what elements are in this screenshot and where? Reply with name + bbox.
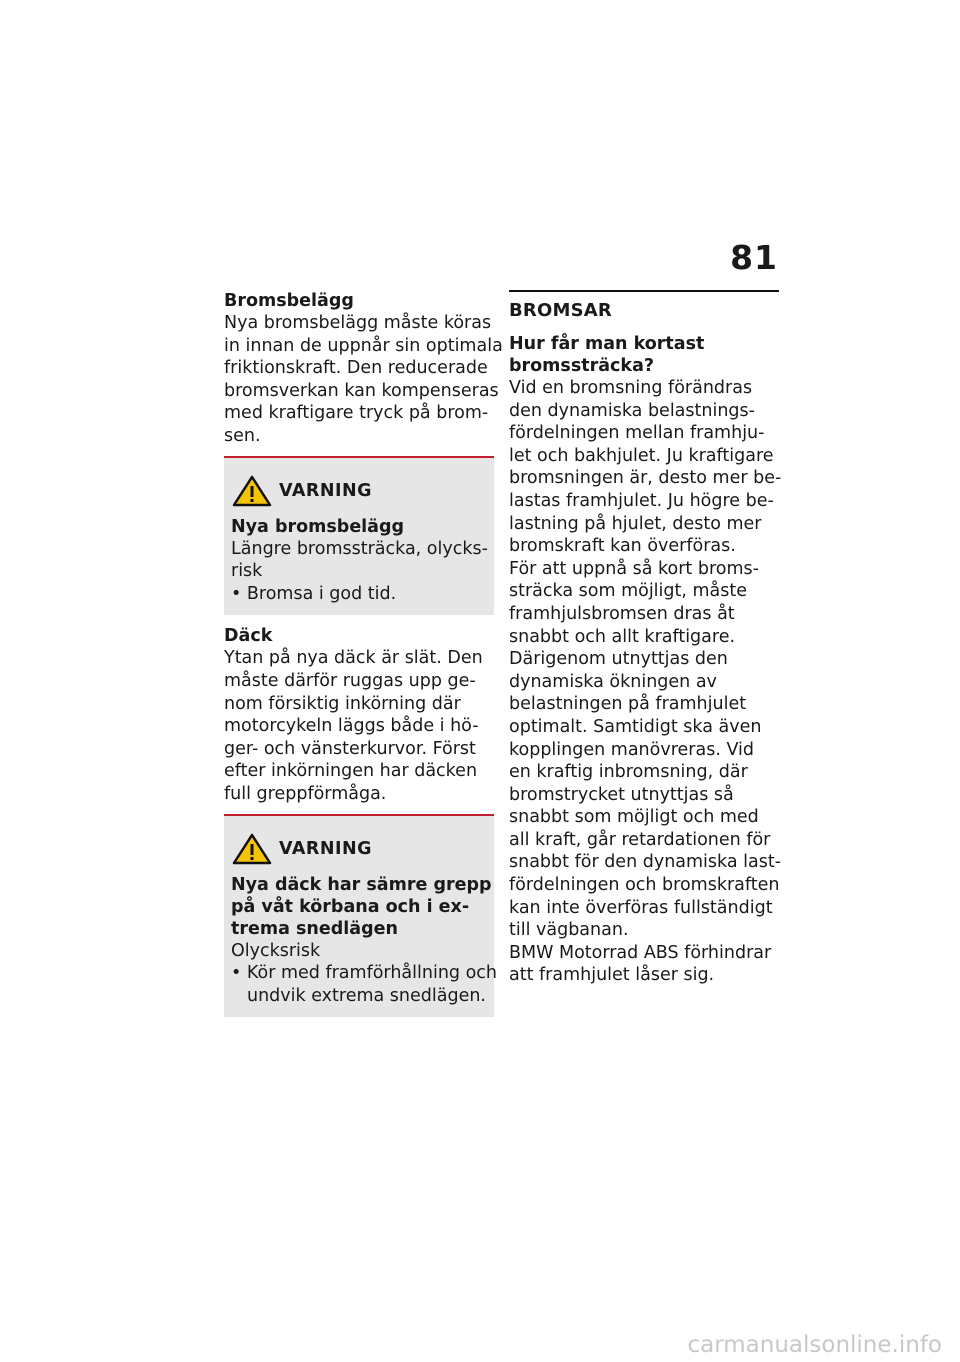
warning-text xyxy=(231,940,497,1008)
text-line: optimalt. Samtidigt ska även xyxy=(509,716,762,737)
text-line: en kraftig inbromsning, där xyxy=(509,762,748,783)
text-line: att framhjulet låser sig. xyxy=(509,965,715,986)
warning-bullet-continuation: undvik extrema snedlägen. xyxy=(247,985,486,1006)
text-line: måste därför ruggas upp ge- xyxy=(224,670,476,691)
tires-heading: Däck xyxy=(224,626,273,647)
heading-line: bromssträcka? xyxy=(509,356,655,376)
warning-text xyxy=(231,538,488,606)
text-line: För att uppnå så kort broms- xyxy=(509,558,759,579)
text-line: Längre bromssträcka, olycks- xyxy=(231,538,488,559)
brake-pads-text xyxy=(224,312,503,448)
heading-line: trema snedlägen xyxy=(231,918,398,939)
warning-triangle-icon xyxy=(231,832,273,866)
text-line: BMW Motorrad ABS förhindrar xyxy=(509,942,772,963)
warning-triangle-icon xyxy=(231,474,273,508)
text-line: bromstrycket utnyttjas så xyxy=(509,784,734,805)
warning-box-brake-pads xyxy=(224,456,494,616)
warning-label: VARNING xyxy=(279,480,373,501)
text-line: nom försiktig inkörning där xyxy=(224,693,461,714)
tires-text xyxy=(224,647,494,805)
warning-label: VARNING xyxy=(279,838,373,859)
text-line: dynamiska ökningen av xyxy=(509,671,717,692)
text-line: Nya bromsbelägg måste köras xyxy=(224,313,492,333)
section-title: BROMSAR xyxy=(509,300,612,321)
text-line: till vägbanan. xyxy=(509,920,629,941)
section-divider xyxy=(509,290,779,292)
text-line: friktionskraft. Den reducerade xyxy=(224,358,488,379)
text-line: kan inte överföras fullständigt xyxy=(509,897,773,918)
text-line: motorcykeln läggs både i hö- xyxy=(224,716,479,737)
text-line: snabbt som möjligt och med xyxy=(509,807,759,828)
text-line: snabbt och allt kraftigare. xyxy=(509,626,736,647)
text-line: efter inkörningen har däcken xyxy=(224,761,478,782)
heading-line: Hur får man kortast xyxy=(509,334,705,354)
warning-bullet: • Kör med framförhållning och xyxy=(231,963,497,984)
heading-line: Nya däck har sämre grepp xyxy=(231,874,492,895)
text-line: fördelningen och bromskraften xyxy=(509,875,780,896)
text-line: kopplingen manövreras. Vid xyxy=(509,739,754,760)
text-line: let och bakhjulet. Ju kraftigare xyxy=(509,445,774,466)
page-number: 81 xyxy=(730,238,778,277)
text-line: Olycksrisk xyxy=(231,940,321,961)
text-line: full greppförmåga. xyxy=(224,783,387,804)
text-line: bromskraft kan överföras. xyxy=(509,536,736,557)
text-line: fördelningen mellan framhju- xyxy=(509,423,765,444)
warning-header xyxy=(231,830,488,868)
text-line: Därigenom utnyttjas den xyxy=(509,649,728,670)
text-line: bromsverkan kan kompenseras xyxy=(224,380,499,401)
brakes-text xyxy=(509,377,782,987)
text-line: all kraft, går retardationen för xyxy=(509,829,771,850)
text-line: sen. xyxy=(224,425,261,446)
text-line: den dynamiska belastnings- xyxy=(509,400,755,421)
warning-heading: Nya bromsbelägg xyxy=(231,516,405,537)
text-line: bromsningen är, desto mer be- xyxy=(509,468,782,489)
heading-line: på våt körbana och i ex- xyxy=(231,896,470,917)
spacer xyxy=(224,615,494,625)
warning-bullet: • Bromsa i god tid. xyxy=(231,583,397,604)
text-line: risk xyxy=(231,561,263,582)
text-line: Ytan på nya däck är slät. Den xyxy=(224,648,483,669)
text-line: ger- och vänsterkurvor. Först xyxy=(224,738,476,759)
question-heading xyxy=(509,333,779,377)
warning-box-tires xyxy=(224,814,497,1018)
text-line: framhjulsbromsen dras åt xyxy=(509,603,735,624)
text-line: lastning på hjulet, desto mer xyxy=(509,513,762,534)
warning-header xyxy=(231,472,488,510)
text-line: lastas framhjulet. Ju högre be- xyxy=(509,490,774,511)
text-line: Vid en bromsning förändras xyxy=(509,378,753,398)
brake-pads-heading: Bromsbelägg xyxy=(224,291,354,311)
text-line: sträcka som möjligt, måste xyxy=(509,581,748,602)
left-column xyxy=(224,290,503,1017)
text-line: in innan de uppnår sin optimala xyxy=(224,335,503,356)
text-line: belastningen på framhjulet xyxy=(509,694,747,715)
text-line: med kraftigare tryck på brom- xyxy=(224,403,489,424)
right-column xyxy=(509,290,782,987)
warning-heading xyxy=(231,874,492,940)
watermark-text: carmanualsonline.info xyxy=(687,1332,942,1358)
text-line: snabbt för den dynamiska last- xyxy=(509,852,782,873)
